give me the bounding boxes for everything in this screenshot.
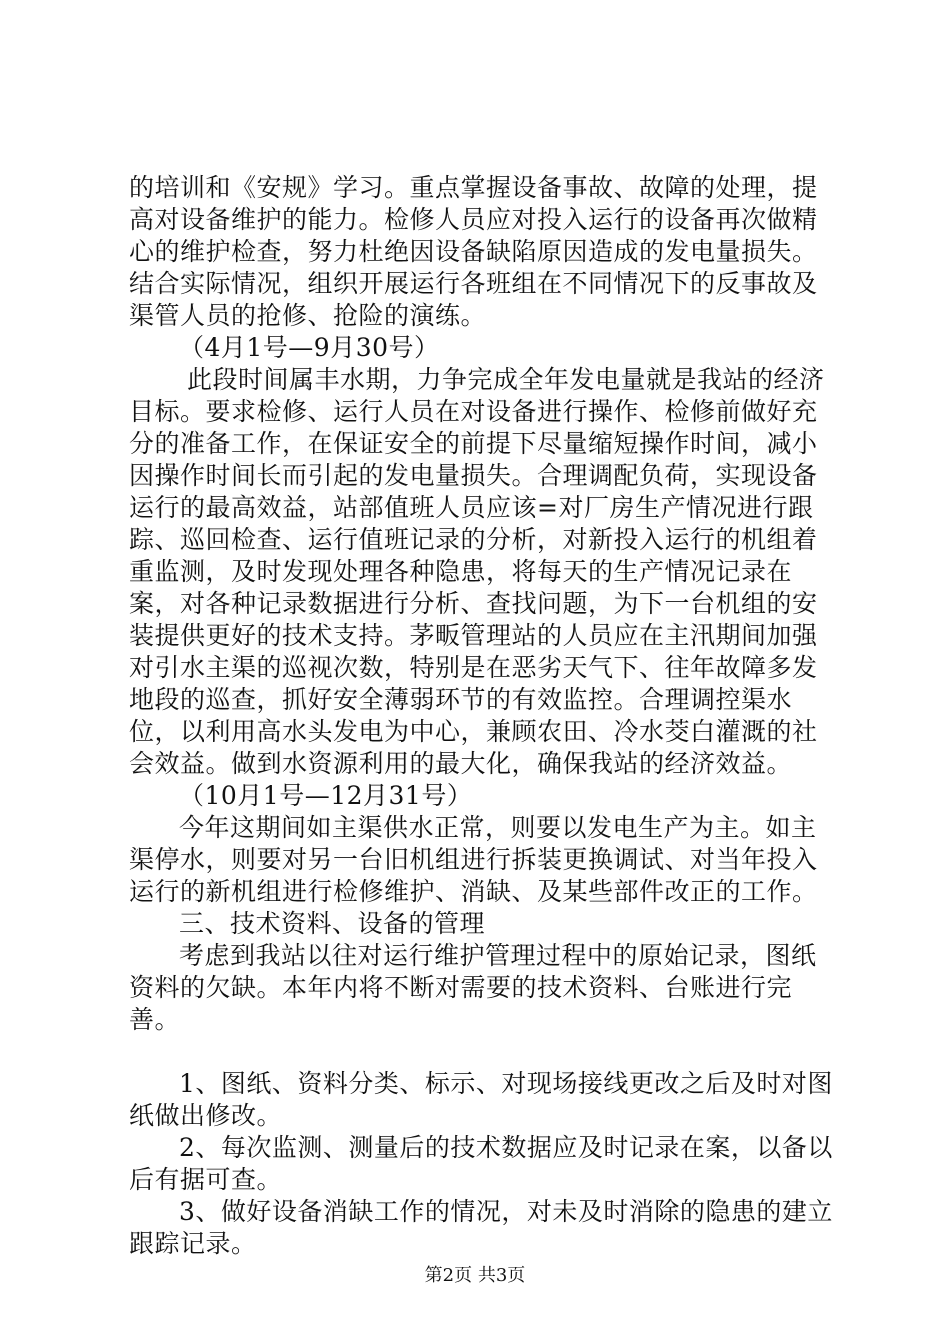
list-item-2: 2、每次监测、测量后的技术数据应及时记录在案，以备以后有据可查。 <box>129 1133 833 1194</box>
document-body <box>129 172 839 1260</box>
paragraph-technical-data: 考虑到我站以往对运行维护管理过程中的原始记录，图纸资料的欠缺。本年内将不断对需要的技术资料、台账进行完善。 <box>129 941 817 1034</box>
period-heading-apr-sep: （4月1号—9月30号） <box>179 333 440 362</box>
paragraph-training: 的培训和《安规》学习。重点掌握设备事故、故障的处理，提高对设备维护的能力。检修人员应对投入运行的设备再次做精心的维护检查，努力杜绝因设备缺陷原因造成的发电量损失。结合实际情况，组织开展运行各班组在不同情况下的反事故及渠管人员的抢修、抢险的演练。 <box>129 173 818 330</box>
page-footer: 第2页 共3页 <box>424 1265 526 1286</box>
list-item-3: 3、做好设备消缺工作的情况，对未及时消除的隐患的建立跟踪记录。 <box>129 1197 833 1258</box>
list-item-1: 1、图纸、资料分类、标示、对现场接线更改之后及时对图纸做出修改。 <box>129 1069 833 1130</box>
blank-line <box>129 1036 839 1068</box>
paragraph-year-end: 今年这期间如主渠供水正常，则要以发电生产为主。如主渠停水，则要对另一台旧机组进行拆装更换调试、对当年投入运行的新机组进行检修维护、消缺、及某些部件改正的工作。 <box>129 813 818 906</box>
paragraph-flood-season: 此段时间属丰水期，力争完成全年发电量就是我站的经济目标。要求检修、运行人员在对设备进行操作、检修前做好充分的准备工作，在保证安全的前提下尽量缩短操作时间，减小因操作时间长而引起的发电量损失。合理调配负荷，实现设备运行的最高效益，站部值班人员应该=对厂房生产情况进行跟踪、巡回检查、运行值班记录的分析，对新投入运行的机组着重监测，及时发现处理各种隐患，将每天的生产情况记录在案，对各种记录数据进行分析、查找问题，为下一台机组的安装提供更好的技术支持。茅畈管理站的人员应在主汛期间加强对引水主渠的巡视次数，特别是在恶劣天气下、往年故障多发地段的巡查，抓好安全薄弱环节的有效监控。合理调控渠水位，以利用高水头发电为中心，兼顾农田、冷水茭白灌溉的社会效益。做到水资源利用的最大化，确保我站的经济效益。 <box>129 365 825 778</box>
section-heading-technical-data: 三、技术资料、设备的管理 <box>179 909 486 938</box>
period-heading-oct-dec: （10月1号—12月31号） <box>179 781 473 810</box>
